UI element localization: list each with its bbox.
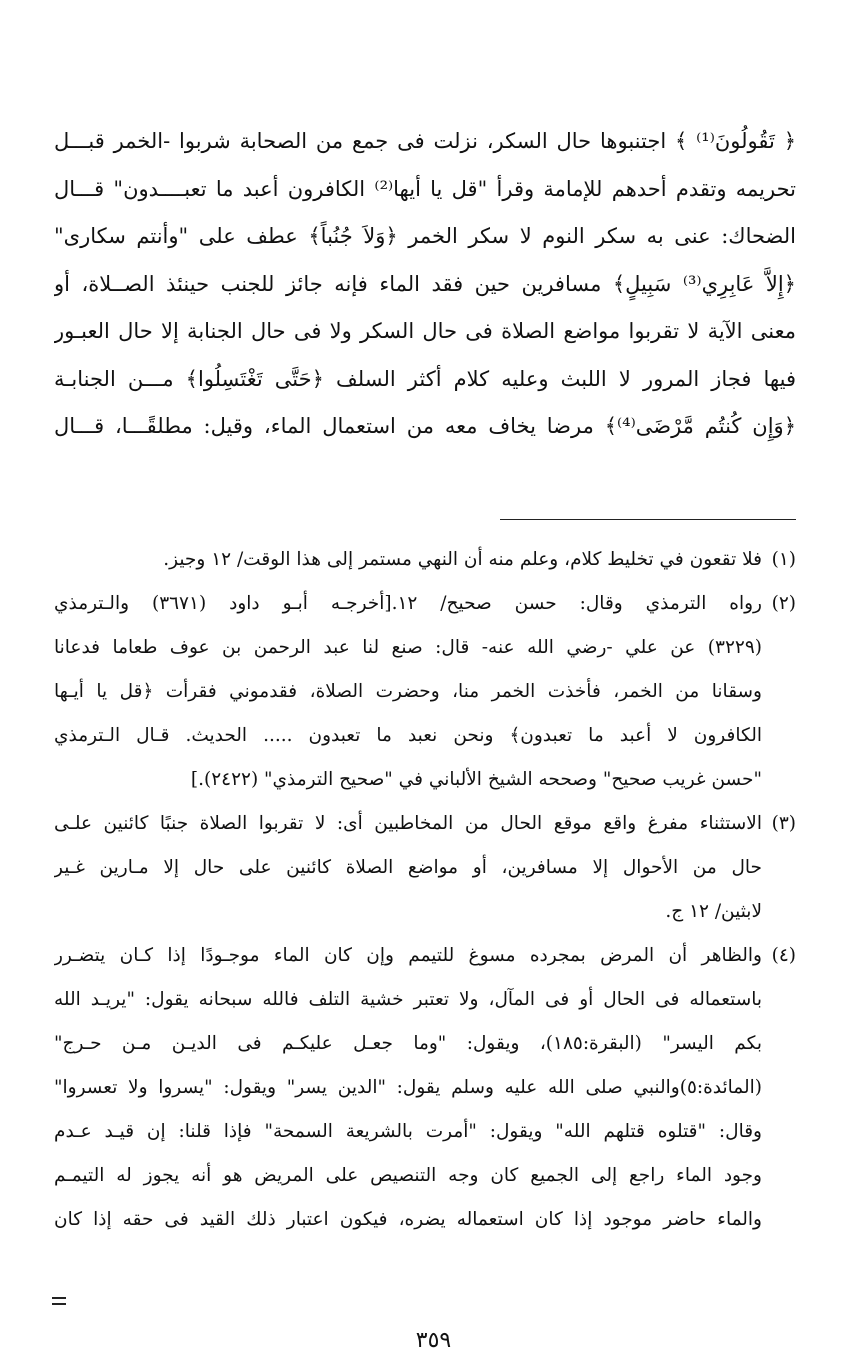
main-text-line: ﴿ تَقُولُونَ⁽¹⁾ ﴾ اجتنبوها حال السكر، نزلت فى جمع من الصحابة شربوا -الخمر قبـــل [54,129,796,153]
footnote-1 [54,538,796,582]
page-number: ٣٥٩ [415,1328,452,1353]
main-text-line: تحريمه وتقدم أحدهم للإمامة وقرأ "قل يا أيها⁽²⁾ الكافرون أعبد ما تعبــــدون" قـــال [54,176,796,201]
footnote-line: (٣٢٢٩) عن علي -رضي الله عنه- قال: صنع لنا عبد الرحمن بن عوف طعاما فدعانا [54,637,762,658]
footnote-line: وجود الماء راجع إلى الجميع كان وجه التنصيص على المريض هو أنه يجوز له التيمـم [54,1165,762,1186]
main-text-line: فيها فجاز المرور لا اللبث وعليه كلام أكثر السلف ﴿حَتَّى تَغْتَسِلُوا﴾ مـــن الجنابـة [54,366,796,391]
footnote-line: باستعماله فى الحال أو فى المآل، ولا تعتبر خشية التلف فالله سبحانه يقول: "يريـد الله [54,989,762,1010]
footnote-number: (٢) [771,593,796,614]
footnote-line: والظاهر أن المرض بمجرده مسوغ للتيمم وإن كان الماء موجـودًا إذا كـان يتضـرر [54,945,762,966]
footnote-line: "حسن غريب صحيح" وصححه الشيخ الألباني في "صحيح الترمذي" (٢٤٢٢).] [190,769,762,790]
footnote-line: الكافرون لا أعبد ما تعبدون﴾ ونحن نعبد ما تعبدون ..... الحديث. قـال الـترمذي [54,725,762,746]
footnote-separator [500,519,796,520]
footnote-line: (المائدة:٥)والنبي صلى الله عليه وسلم يقول: "الدين يسر" ويقول: "يسروا ولا تعسروا" [54,1077,762,1098]
footnote-3 [54,802,796,934]
footnote-number: (٣) [771,813,796,834]
footnotes-section [54,538,796,1242]
continuation-mark [52,1297,66,1305]
footnote-line: وسقانا من الخمر، فأخذت الخمر منا، وحضرت الصلاة، فقدموني فقرأت ﴿قل يا أيـها [54,681,762,702]
footnote-line: بكم اليسر" (البقرة:١٨٥)، ويقول: "وما جعـل عليكـم فى الديـن مـن حـرج" [54,1033,762,1054]
footnote-number: (٤) [771,945,796,966]
footnote-4 [54,934,796,1242]
footnote-line: الاستثناء مفرغ واقع موقع الحال من المخاطبين أى: لا تقربوا الصلاة جنبًا كائنين علـى [54,813,762,834]
main-text-line: ﴿وَإِن كُنتُم مَّرْضَى⁽⁴⁾﴾ مرضا يخاف معه من استعمال الماء، وقيل: مطلقًـــا، قـــال [54,414,796,438]
footnote-line: رواه الترمذي وقال: حسن صحيح/ ١٢.[أخرجـه أبـو داود (٣٦٧١) والـترمذي [54,593,762,614]
footnote-2 [54,582,796,802]
footnote-line: وقال: "قتلوه قتلهم الله" ويقول: "أمرت بالشريعة السمحة" فإذا قلنا: إن قيـد عـدم [54,1121,762,1142]
main-text-line: معنى الآية لا تقربوا مواضع الصلاة فى حال السكر ولا فى حال الجنابة إلا حال العبـور [54,319,796,343]
footnote-line: والماء حاضر موجود إذا كان استعماله يضره، فيكون اعتبار ذلك القيد فى حقه إذا كان [54,1209,762,1230]
main-text-line: ﴿إِلاَّ عَابِرِي⁽³⁾ سَبِيلٍ﴾ مسافرين حين فقد الماء فإنه جائز للجنب حينئذ الصــلاة، أو [54,271,796,296]
footnote-line: حال من الأحوال إلا مسافرين، أو مواضع الصلاة كائنين على حال إلا مـارين غـير [54,857,762,878]
footnote-line: فلا تقعون في تخليط كلام، وعلم منه أن النهي مستمر إلى هذا الوقت/ ١٢ وجيز. [163,549,762,570]
main-text-body [54,118,796,451]
main-text-line: الضحاك: عنى به سكر النوم لا سكر الخمر ﴿وَلاَ جُنُباً﴾ عطف على "وأنتم سكارى" [54,224,796,248]
footnote-number: (١) [771,549,796,570]
footnote-line: لابثين/ ١٢ ج. [665,901,762,922]
